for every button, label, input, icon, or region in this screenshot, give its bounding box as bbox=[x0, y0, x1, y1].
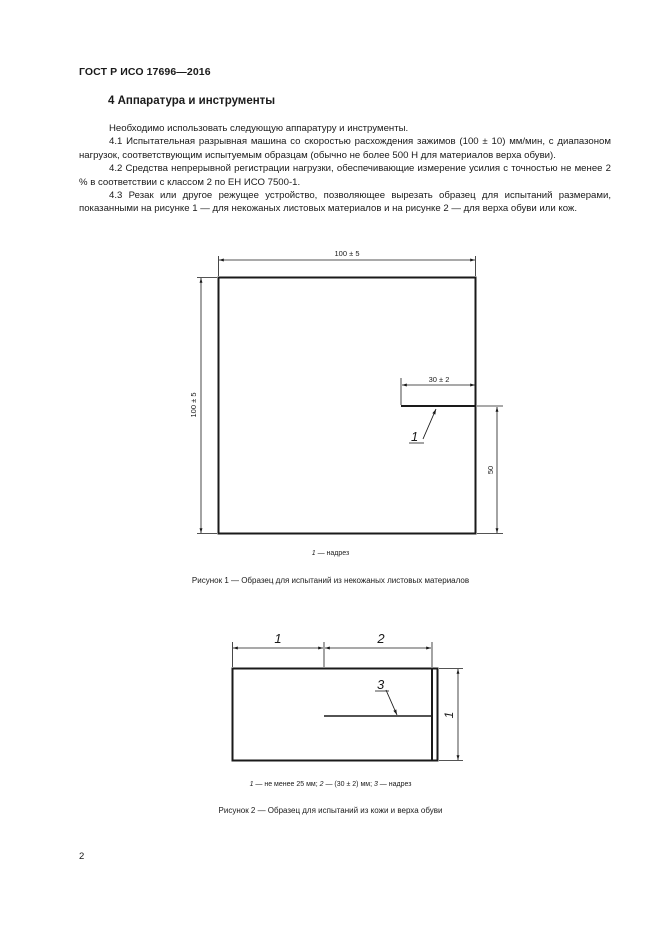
side-dimension-label: 1 bbox=[442, 711, 456, 719]
dimension-1-label: 1 bbox=[274, 631, 282, 646]
document-header: ГОСТ Р ИСО 17696—2016 bbox=[79, 66, 211, 78]
page-number: 2 bbox=[79, 851, 85, 862]
figure-2-caption: Рисунок 2 — Образец для испытаний из кожи и верха обуви bbox=[218, 806, 443, 815]
section-title: 4 Аппаратура и инструменты bbox=[108, 95, 276, 107]
callout-number: 1 bbox=[411, 429, 419, 444]
legend-2-num3: 3 bbox=[373, 781, 378, 788]
legend-2-text1: — не менее 25 мм; bbox=[253, 781, 320, 788]
figure-1-legend bbox=[0, 550, 661, 557]
dimension-2-label: 2 bbox=[377, 631, 385, 646]
legend-2-num1: 1 bbox=[249, 781, 254, 788]
height-dimension-label: 100 ± 5 bbox=[189, 392, 198, 418]
legend-2-text3: — надрез bbox=[377, 781, 412, 788]
paragraph-4-3: 4.3 Резак или другое режущее устройство, позволяющее вырезать образец для испытаний размерами, показанными на рисунке 1 — для некожаных листовых материалов и на рисунке 2 — для верха обуви или кож. bbox=[79, 190, 611, 215]
width-dimension-label: 100 ± 5 bbox=[334, 249, 360, 258]
figure-1-caption: Рисунок 1 — Образец для испытаний из некожаных листовых материалов bbox=[191, 576, 470, 585]
callout-leader bbox=[423, 409, 436, 439]
lower-dimension-label: 50 bbox=[486, 465, 495, 475]
callout-2-number: 3 bbox=[377, 677, 385, 692]
legend-2-num2: 2 bbox=[319, 781, 324, 788]
intro-paragraph: Необходимо использовать следующую аппаратуру и инструменты. bbox=[109, 123, 409, 134]
figure-2-legend bbox=[0, 781, 661, 788]
legend-2-text2: — (30 ± 2) мм; bbox=[323, 781, 374, 788]
paragraph-4-1: 4.1 Испытательная разрывная машина со скоростью расхождения зажимов (100 ± 10) мм/мин, с диапазоном нагрузок, соответствующим испытуемым образцам (обычно не более 500 Н для материалов верха обуви). bbox=[79, 136, 611, 161]
legend-text: — надрез bbox=[315, 550, 350, 557]
legend-num: 1 bbox=[311, 550, 316, 557]
notch-dimension-label: 30 ± 2 bbox=[428, 375, 450, 384]
paragraph-4-2: 4.2 Средства непрерывной регистрации нагрузки, обеспечивающие измерение усилия с точностью не менее 2 % в соответствии с классом 2 по ЕН ИСО 7500-1. bbox=[79, 163, 611, 188]
